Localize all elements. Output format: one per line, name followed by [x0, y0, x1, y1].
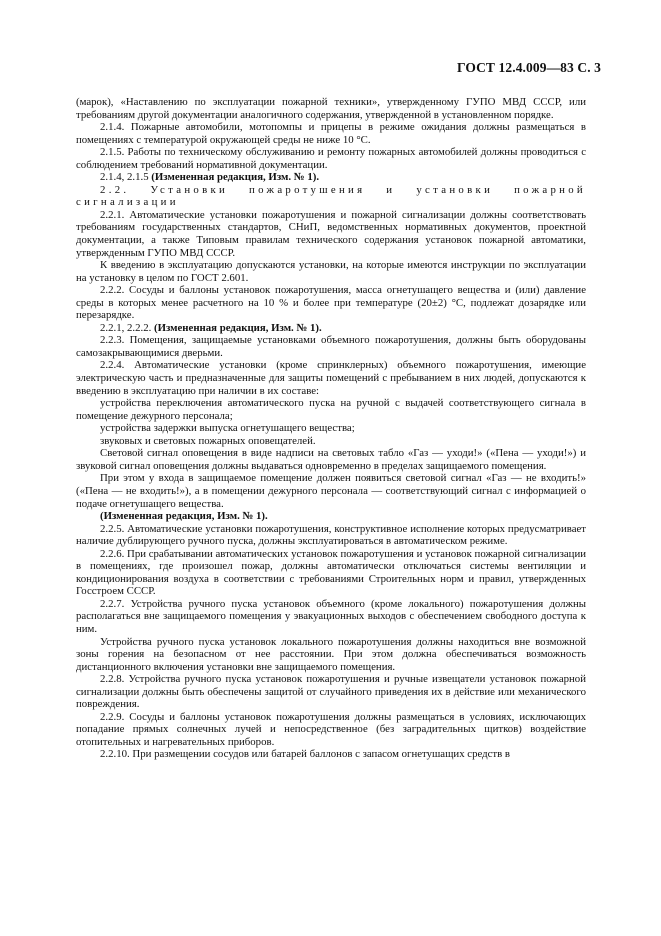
amendment-prefix: 2.1.4, 2.1.5: [100, 171, 152, 184]
amendment-note: [76, 322, 586, 335]
page-header: ГОСТ 12.4.009—83 С. 3: [456, 60, 601, 75]
amendment-note: [76, 171, 586, 184]
amendment-note: [76, 510, 586, 523]
list-item: звуковых и световых пожарных оповещателей.: [100, 434, 316, 447]
paragraph: Устройства ручного пуска установок локального пожаротушения должны находиться вне возможной зоны горения на безопасном от нее расстоянии. При этом должна обеспечиваться возможность дистанционного включения установки вне защищаемого помещения.: [76, 635, 586, 673]
paragraph: 2.2.2. Сосуды и баллоны установок пожаротушения, масса огнетушащего вещества и (или) давление среды в которых менее расчетного на 10 % и более при температуре (20±2) °С, подлежат дозарядке или перезарядке.: [76, 284, 586, 322]
amendment-text: (Измененная редакция, Изм. № 1).: [153, 321, 322, 334]
paragraph: 2.2.8. Устройства ручного пуска установок пожаротушения и ручные извещатели установок пожарной сигнализации должны быть обеспечены защитой от случайного приведения их в действие или механического повреждения.: [76, 673, 586, 711]
paragraph: 2.2.5. Автоматические установки пожаротушения, конструктивное исполнение которых предусматривает наличие дублирующего ручного пуска, должны эксплуатироваться в автоматическом режиме.: [76, 522, 586, 548]
paragraph: 2.2.1. Автоматические установки пожаротушения и пожарной сигнализации должны соответствовать требованиям государственных стандартов, СНиП, ведомственных нормативных документов, проектной документации, а также Типовым правилам технического содержания установок пожарной автоматики, утвержденным ГУПО МВД СССР.: [76, 208, 586, 259]
paragraph: 2.2.4. Автоматические установки (кроме спринклерных) объемного пожаротушения, имеющие электрическую часть и предназначенные для защиты помещений с пребыванием в них людей, допускаются к введению в эксплуатацию при наличии в их составе:: [76, 359, 586, 397]
paragraph: 2.1.5. Работы по техническому обслуживанию и ремонту пожарных автомобилей должны проводиться с соблюдением требований нормативной документации.: [76, 146, 586, 171]
section-heading: 2.2. Установки пожаротушения и установки пожарной сигнализации: [76, 183, 586, 209]
amendment-prefix: 2.2.1, 2.2.2.: [100, 321, 154, 334]
list-item: устройства переключения автоматического пуска на ручной с выдачей соответствующего сигнала в помещение дежурного персонала;: [76, 397, 586, 422]
paragraph: Световой сигнал оповещения в виде надписи на световых табло «Газ — уходи!» («Пена — уходи!») и звуковой сигнал оповещения должны выдаваться одновременно в пределах защищаемого помещения.: [76, 447, 586, 472]
document-body: [76, 96, 586, 761]
paragraph: (марок), «Наставлению по эксплуатации пожарной техники», утвержденному ГУПО МВД СССР, или требованиям другой документации аналогичного содержания, утвержденной в установленном порядке.: [76, 96, 586, 121]
paragraph: 2.2.10. При размещении сосудов или батарей баллонов с запасом огнетушащих средств в: [100, 748, 511, 761]
amendment-text: (Измененная редакция, Изм. № 1).: [100, 510, 268, 523]
paragraph: При этом у входа в защищаемое помещение должен появиться световой сигнал «Газ — не входить!» («Пена — не входить!»), а в помещении дежурного персонала — соответствующий сигнал с информацией о подаче огнетушащего вещества.: [76, 472, 586, 510]
paragraph: 2.1.4. Пожарные автомобили, мотопомпы и прицепы в режиме ожидания должны размещаться в помещениях с температурой окружающей среды не ниже 10 °С.: [76, 121, 586, 146]
paragraph: 2.2.7. Устройства ручного пуска установок объемного (кроме локального) пожаротушения должны располагаться вне защищаемого помещения у эвакуационных выходов с обеспечением свободного доступа к ним.: [76, 597, 586, 635]
paragraph: 2.2.3. Помещения, защищаемые установками объемного пожаротушения, должны быть оборудованы самозакрывающимися дверьми.: [76, 334, 586, 359]
list-item: устройства задержки выпуска огнетушащего вещества;: [100, 422, 355, 435]
amendment-text: (Измененная редакция, Изм. № 1).: [151, 171, 320, 184]
paragraph: 2.2.6. При срабатывании автоматических установок пожаротушения и установок пожарной сигнализации в помещениях, где произошел пожар, должны автоматически отключаться системы вентиляции и кондиционирования воздуха в соответствии с требованиями Строительных норм и правил, утвержденных Госстроем СССР.: [76, 547, 586, 598]
paragraph: К введению в эксплуатацию допускаются установки, на которые имеются инструкции по эксплуатации на установку в целом по ГОСТ 2.601.: [76, 259, 586, 284]
paragraph: 2.2.9. Сосуды и баллоны установок пожаротушения должны размещаться в условиях, исключающих попадание прямых солнечных лучей и непосредственное (без заградительных щитков) воздействие отопительных и нагревательных приборов.: [76, 710, 586, 748]
